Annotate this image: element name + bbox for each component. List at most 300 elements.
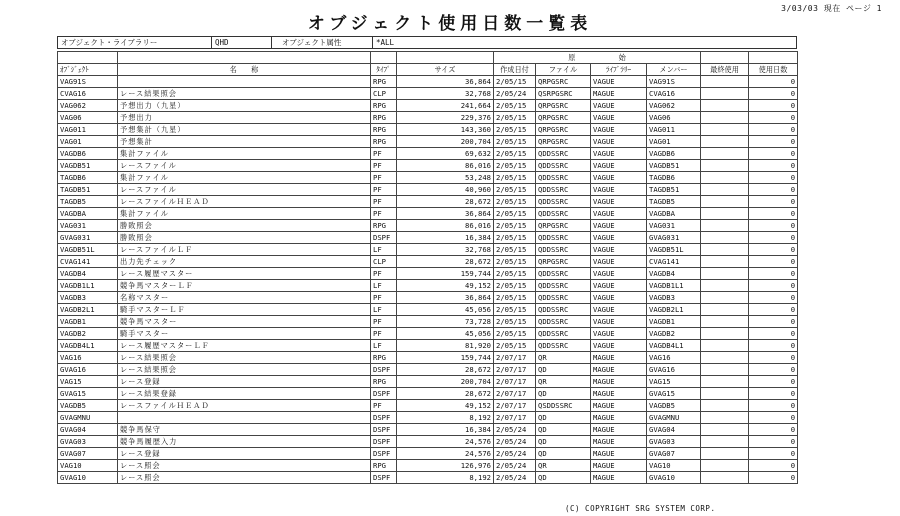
cell-days-used: 0 xyxy=(749,172,798,184)
cell-last-used xyxy=(701,244,749,256)
cell-days-used: 0 xyxy=(749,472,798,484)
cell-size: 32,768 xyxy=(397,88,494,100)
col-member: メンバー xyxy=(647,64,701,76)
cell-name: 勝敗照会 xyxy=(118,220,371,232)
cell-created: 2/05/15 xyxy=(494,184,536,196)
cell-member: VAG91S xyxy=(647,76,701,88)
cell-object: VAG06 xyxy=(58,112,118,124)
cell-size: 241,664 xyxy=(397,100,494,112)
cell-member: VAG06 xyxy=(647,112,701,124)
cell-file: QD xyxy=(536,436,591,448)
cell-member: GVAG04 xyxy=(647,424,701,436)
cell-size: 159,744 xyxy=(397,268,494,280)
cell-size: 24,576 xyxy=(397,436,494,448)
cell-type: PF xyxy=(371,184,397,196)
cell-last-used xyxy=(701,280,749,292)
cell-object: VAGDB2L1 xyxy=(58,304,118,316)
col-size: サイズ xyxy=(397,64,494,76)
cell-type: RPG xyxy=(371,76,397,88)
cell-name: レースファイルＨＥＡＤ xyxy=(118,400,371,412)
cell-file: QR xyxy=(536,352,591,364)
cell-last-used xyxy=(701,340,749,352)
cell-size: 28,672 xyxy=(397,364,494,376)
col-last-used: 最終使用 xyxy=(701,64,749,76)
cell-days-used: 0 xyxy=(749,304,798,316)
cell-name: 騎手マスターＬＦ xyxy=(118,304,371,316)
filter-bar xyxy=(57,36,797,49)
cell-name: レースファイルＬＦ xyxy=(118,244,371,256)
table-row xyxy=(58,400,798,412)
cell-library: VAGUE xyxy=(591,100,647,112)
cell-name: 集計ファイル xyxy=(118,148,371,160)
cell-size: 143,360 xyxy=(397,124,494,136)
cell-member: CVAG141 xyxy=(647,256,701,268)
cell-file: QDDSSRC xyxy=(536,148,591,160)
cell-library: VAGUE xyxy=(591,208,647,220)
cell-days-used: 0 xyxy=(749,328,798,340)
col-object: ｵﾌﾞｼﾞｪｸﾄ xyxy=(58,64,118,76)
table-row xyxy=(58,232,798,244)
cell-days-used: 0 xyxy=(749,364,798,376)
col-created: 作成日付 xyxy=(494,64,536,76)
cell-created: 2/05/15 xyxy=(494,196,536,208)
cell-type: DSPF xyxy=(371,436,397,448)
cell-type: CLP xyxy=(371,88,397,100)
cell-days-used: 0 xyxy=(749,148,798,160)
cell-file: QRPGSRC xyxy=(536,76,591,88)
cell-name: レース登録 xyxy=(118,448,371,460)
cell-size: 126,976 xyxy=(397,460,494,472)
col-library: ﾗｲﾌﾞﾗﾘｰ xyxy=(591,64,647,76)
cell-size: 49,152 xyxy=(397,280,494,292)
cell-object: VAG062 xyxy=(58,100,118,112)
cell-type: CLP xyxy=(371,256,397,268)
table-row xyxy=(58,460,798,472)
cell-file: QDDSSRC xyxy=(536,208,591,220)
table-row xyxy=(58,88,798,100)
cell-file: QDDSSRC xyxy=(536,328,591,340)
cell-created: 2/07/17 xyxy=(494,388,536,400)
cell-days-used: 0 xyxy=(749,256,798,268)
cell-name: レース結果登録 xyxy=(118,388,371,400)
cell-file: QDDSSRC xyxy=(536,172,591,184)
cell-object: TAGDB51 xyxy=(58,184,118,196)
cell-created: 2/05/15 xyxy=(494,160,536,172)
cell-days-used: 0 xyxy=(749,136,798,148)
header-row xyxy=(58,64,798,76)
cell-type: DSPF xyxy=(371,448,397,460)
cell-size: 86,016 xyxy=(397,160,494,172)
cell-library: VAGUE xyxy=(591,172,647,184)
cell-object: TAGDB6 xyxy=(58,172,118,184)
cell-type: PF xyxy=(371,172,397,184)
cell-last-used xyxy=(701,304,749,316)
cell-library: VAGUE xyxy=(591,256,647,268)
report-title: オブジェクト使用日数一覧表 xyxy=(307,14,593,34)
cell-file: QDDSSRC xyxy=(536,316,591,328)
table-row xyxy=(58,172,798,184)
cell-type: RPG xyxy=(371,460,397,472)
cell-object: VAGDBA xyxy=(58,208,118,220)
cell-last-used xyxy=(701,292,749,304)
cell-last-used xyxy=(701,76,749,88)
cell-size: 16,384 xyxy=(397,232,494,244)
cell-size: 229,376 xyxy=(397,112,494,124)
cell-member: VAGDBA xyxy=(647,208,701,220)
cell-library: VAGUE xyxy=(591,76,647,88)
cell-file: QD xyxy=(536,364,591,376)
cell-library: MAGUE xyxy=(591,460,647,472)
cell-created: 2/05/24 xyxy=(494,88,536,100)
cell-library: VAGUE xyxy=(591,232,647,244)
cell-created: 2/05/15 xyxy=(494,268,536,280)
table-row xyxy=(58,292,798,304)
cell-size: 86,016 xyxy=(397,220,494,232)
cell-library: MAGUE xyxy=(591,436,647,448)
cell-library: MAGUE xyxy=(591,388,647,400)
cell-days-used: 0 xyxy=(749,220,798,232)
table-row xyxy=(58,136,798,148)
cell-file: QD xyxy=(536,448,591,460)
table-row xyxy=(58,364,798,376)
cell-member: TAGDB5 xyxy=(647,196,701,208)
table-row xyxy=(58,472,798,484)
cell-last-used xyxy=(701,112,749,124)
cell-file: QSRPGSRC xyxy=(536,88,591,100)
cell-library: VAGUE xyxy=(591,112,647,124)
col-days-used: 使用日数 xyxy=(749,64,798,76)
cell-name: レースファイル xyxy=(118,160,371,172)
cell-type: PF xyxy=(371,196,397,208)
cell-size: 36,864 xyxy=(397,292,494,304)
cell-member: VAGDB3 xyxy=(647,292,701,304)
table-row xyxy=(58,148,798,160)
cell-created: 2/07/17 xyxy=(494,352,536,364)
table-row xyxy=(58,280,798,292)
cell-created: 2/05/15 xyxy=(494,172,536,184)
cell-days-used: 0 xyxy=(749,268,798,280)
cell-object: VAGDB3 xyxy=(58,292,118,304)
cell-created: 2/05/15 xyxy=(494,256,536,268)
cell-size: 36,864 xyxy=(397,76,494,88)
cell-last-used xyxy=(701,352,749,364)
table-row xyxy=(58,244,798,256)
table-row xyxy=(58,184,798,196)
attribute-value: *ALL xyxy=(372,37,416,48)
cell-object: GVAG03 xyxy=(58,436,118,448)
cell-library: VAGUE xyxy=(591,316,647,328)
cell-object: CVAG16 xyxy=(58,88,118,100)
cell-created: 2/05/15 xyxy=(494,220,536,232)
cell-created: 2/07/17 xyxy=(494,400,536,412)
cell-file: QDDSSRC xyxy=(536,292,591,304)
cell-created: 2/05/15 xyxy=(494,76,536,88)
cell-type: LF xyxy=(371,340,397,352)
cell-days-used: 0 xyxy=(749,436,798,448)
cell-member: VAGDB2L1 xyxy=(647,304,701,316)
table-row xyxy=(58,196,798,208)
cell-type: RPG xyxy=(371,136,397,148)
cell-name: レース履歴マスター xyxy=(118,268,371,280)
cell-library: VAGUE xyxy=(591,160,647,172)
cell-created: 2/07/17 xyxy=(494,364,536,376)
cell-size: 45,056 xyxy=(397,304,494,316)
cell-size: 40,960 xyxy=(397,184,494,196)
cell-file: QDDSSRC xyxy=(536,244,591,256)
cell-days-used: 0 xyxy=(749,400,798,412)
cell-last-used xyxy=(701,196,749,208)
cell-name: レース結果照会 xyxy=(118,88,371,100)
cell-member: TAGDB6 xyxy=(647,172,701,184)
table-row xyxy=(58,208,798,220)
cell-type: DSPF xyxy=(371,472,397,484)
cell-last-used xyxy=(701,220,749,232)
cell-name: レース結果照会 xyxy=(118,352,371,364)
cell-size: 8,192 xyxy=(397,412,494,424)
cell-library: VAGUE xyxy=(591,244,647,256)
cell-size: 200,704 xyxy=(397,376,494,388)
cell-last-used xyxy=(701,100,749,112)
cell-last-used xyxy=(701,136,749,148)
cell-library: VAGUE xyxy=(591,340,647,352)
cell-library: MAGUE xyxy=(591,352,647,364)
cell-member: GVAG15 xyxy=(647,388,701,400)
copyright: (C) COPYRIGHT SRG SYSTEM CORP. xyxy=(565,504,716,513)
cell-last-used xyxy=(701,160,749,172)
cell-days-used: 0 xyxy=(749,88,798,100)
cell-name: 勝敗照会 xyxy=(118,232,371,244)
cell-library: MAGUE xyxy=(591,400,647,412)
table-row xyxy=(58,100,798,112)
cell-member: CVAG16 xyxy=(647,88,701,100)
cell-last-used xyxy=(701,184,749,196)
col-name: 名 称 xyxy=(118,64,371,76)
cell-created: 2/05/15 xyxy=(494,112,536,124)
cell-created: 2/05/24 xyxy=(494,460,536,472)
table-row xyxy=(58,220,798,232)
cell-library: MAGUE xyxy=(591,88,647,100)
cell-type: LF xyxy=(371,304,397,316)
cell-member: GVAG16 xyxy=(647,364,701,376)
cell-type: DSPF xyxy=(371,412,397,424)
cell-size: 8,192 xyxy=(397,472,494,484)
source-group-header: 原 始 xyxy=(494,52,701,64)
cell-object: GVAGMNU xyxy=(58,412,118,424)
cell-member: VAG01 xyxy=(647,136,701,148)
cell-created: 2/05/15 xyxy=(494,244,536,256)
cell-created: 2/07/17 xyxy=(494,412,536,424)
cell-library: VAGUE xyxy=(591,136,647,148)
cell-library: VAGUE xyxy=(591,196,647,208)
cell-last-used xyxy=(701,232,749,244)
cell-type: PF xyxy=(371,316,397,328)
cell-object: VAGDB5 xyxy=(58,400,118,412)
cell-name: 集計ファイル xyxy=(118,208,371,220)
cell-name: 予想集計 xyxy=(118,136,371,148)
cell-object: VAGDB4 xyxy=(58,268,118,280)
library-label: オブジェクト・ライブラリー xyxy=(61,38,158,47)
cell-created: 2/05/15 xyxy=(494,124,536,136)
cell-file: QR xyxy=(536,376,591,388)
cell-type: PF xyxy=(371,208,397,220)
cell-object: VAGDB1L1 xyxy=(58,280,118,292)
cell-object: VAGDB4L1 xyxy=(58,340,118,352)
cell-object: VAGDB1 xyxy=(58,316,118,328)
cell-member: VAGDB2 xyxy=(647,328,701,340)
cell-name: レース照会 xyxy=(118,472,371,484)
cell-member: GVAG031 xyxy=(647,232,701,244)
cell-member: TAGDB51 xyxy=(647,184,701,196)
cell-member: VAGDB1L1 xyxy=(647,280,701,292)
cell-file: QD xyxy=(536,424,591,436)
cell-name: 競争馬保守 xyxy=(118,424,371,436)
cell-object: VAG01 xyxy=(58,136,118,148)
cell-file: QR xyxy=(536,460,591,472)
cell-type: RPG xyxy=(371,220,397,232)
cell-created: 2/05/24 xyxy=(494,448,536,460)
table-row xyxy=(58,304,798,316)
cell-file: QD xyxy=(536,472,591,484)
cell-member: VAGDB4 xyxy=(647,268,701,280)
cell-name: 競争馬マスター xyxy=(118,316,371,328)
table-row xyxy=(58,388,798,400)
cell-member: GVAGMNU xyxy=(647,412,701,424)
cell-size: 49,152 xyxy=(397,400,494,412)
cell-last-used xyxy=(701,460,749,472)
cell-created: 2/05/15 xyxy=(494,232,536,244)
cell-member: VAGDB5 xyxy=(647,400,701,412)
cell-member: VAGDB1 xyxy=(647,316,701,328)
cell-type: LF xyxy=(371,244,397,256)
cell-size: 36,864 xyxy=(397,208,494,220)
cell-type: PF xyxy=(371,148,397,160)
cell-library: VAGUE xyxy=(591,280,647,292)
cell-type: DSPF xyxy=(371,424,397,436)
cell-size: 28,672 xyxy=(397,388,494,400)
cell-name: レース結果照会 xyxy=(118,364,371,376)
table-row xyxy=(58,448,798,460)
cell-name: 予想出力 xyxy=(118,112,371,124)
cell-days-used: 0 xyxy=(749,184,798,196)
cell-created: 2/05/15 xyxy=(494,340,536,352)
cell-size: 53,248 xyxy=(397,172,494,184)
table-row xyxy=(58,328,798,340)
cell-object: GVAG16 xyxy=(58,364,118,376)
cell-days-used: 0 xyxy=(749,340,798,352)
report-sheet xyxy=(57,36,797,484)
cell-last-used xyxy=(701,448,749,460)
cell-days-used: 0 xyxy=(749,460,798,472)
cell-library: MAGUE xyxy=(591,424,647,436)
cell-library: MAGUE xyxy=(591,448,647,460)
cell-name: 予想集計（九星） xyxy=(118,124,371,136)
cell-object: VAGDB51L xyxy=(58,244,118,256)
cell-last-used xyxy=(701,412,749,424)
table-row xyxy=(58,376,798,388)
cell-library: VAGUE xyxy=(591,304,647,316)
cell-days-used: 0 xyxy=(749,208,798,220)
cell-type: RPG xyxy=(371,352,397,364)
cell-size: 28,672 xyxy=(397,256,494,268)
cell-member: VAG031 xyxy=(647,220,701,232)
cell-member: VAGDB51L xyxy=(647,244,701,256)
cell-days-used: 0 xyxy=(749,316,798,328)
cell-created: 2/05/15 xyxy=(494,292,536,304)
cell-object: VAG16 xyxy=(58,352,118,364)
cell-file: QDDSSRC xyxy=(536,196,591,208)
cell-last-used xyxy=(701,172,749,184)
cell-type: DSPF xyxy=(371,364,397,376)
cell-name: レースファイル xyxy=(118,184,371,196)
cell-type: PF xyxy=(371,400,397,412)
cell-days-used: 0 xyxy=(749,196,798,208)
cell-type: DSPF xyxy=(371,388,397,400)
cell-file: QDDSSRC xyxy=(536,232,591,244)
cell-member: VAGDB6 xyxy=(647,148,701,160)
cell-library: VAGUE xyxy=(591,124,647,136)
attribute-label: オブジェクト属性 xyxy=(282,38,342,47)
cell-days-used: 0 xyxy=(749,412,798,424)
cell-name: 名称マスター xyxy=(118,292,371,304)
cell-last-used xyxy=(701,268,749,280)
cell-type: RPG xyxy=(371,112,397,124)
cell-name: レース登録 xyxy=(118,376,371,388)
cell-object: VAG15 xyxy=(58,376,118,388)
table-row xyxy=(58,124,798,136)
cell-created: 2/05/15 xyxy=(494,304,536,316)
cell-days-used: 0 xyxy=(749,448,798,460)
cell-object: VAGDB51 xyxy=(58,160,118,172)
cell-last-used xyxy=(701,88,749,100)
cell-size: 200,704 xyxy=(397,136,494,148)
cell-object: GVAG10 xyxy=(58,472,118,484)
cell-created: 2/05/24 xyxy=(494,424,536,436)
cell-created: 2/05/15 xyxy=(494,100,536,112)
cell-object: VAG011 xyxy=(58,124,118,136)
cell-days-used: 0 xyxy=(749,388,798,400)
cell-object: GVAG031 xyxy=(58,232,118,244)
cell-object: GVAG15 xyxy=(58,388,118,400)
cell-name: 予想出力（九星） xyxy=(118,100,371,112)
cell-library: VAGUE xyxy=(591,328,647,340)
cell-member: VAG10 xyxy=(647,460,701,472)
cell-created: 2/07/17 xyxy=(494,376,536,388)
table-row xyxy=(58,160,798,172)
cell-created: 2/05/15 xyxy=(494,136,536,148)
cell-object: VAG10 xyxy=(58,460,118,472)
cell-object: GVAG07 xyxy=(58,448,118,460)
cell-days-used: 0 xyxy=(749,160,798,172)
cell-file: QDDSSRC xyxy=(536,280,591,292)
table-row xyxy=(58,112,798,124)
cell-created: 2/05/15 xyxy=(494,208,536,220)
cell-days-used: 0 xyxy=(749,376,798,388)
cell-member: VAG062 xyxy=(647,100,701,112)
cell-created: 2/05/24 xyxy=(494,436,536,448)
cell-days-used: 0 xyxy=(749,292,798,304)
cell-file: QRPGSRC xyxy=(536,100,591,112)
cell-file: QRPGSRC xyxy=(536,256,591,268)
cell-file: QDDSSRC xyxy=(536,268,591,280)
cell-last-used xyxy=(701,256,749,268)
cell-days-used: 0 xyxy=(749,232,798,244)
cell-type: PF xyxy=(371,292,397,304)
object-usage-table xyxy=(57,51,798,484)
cell-file: QDDSSRC xyxy=(536,304,591,316)
cell-library: VAGUE xyxy=(591,148,647,160)
cell-last-used xyxy=(701,208,749,220)
cell-days-used: 0 xyxy=(749,76,798,88)
